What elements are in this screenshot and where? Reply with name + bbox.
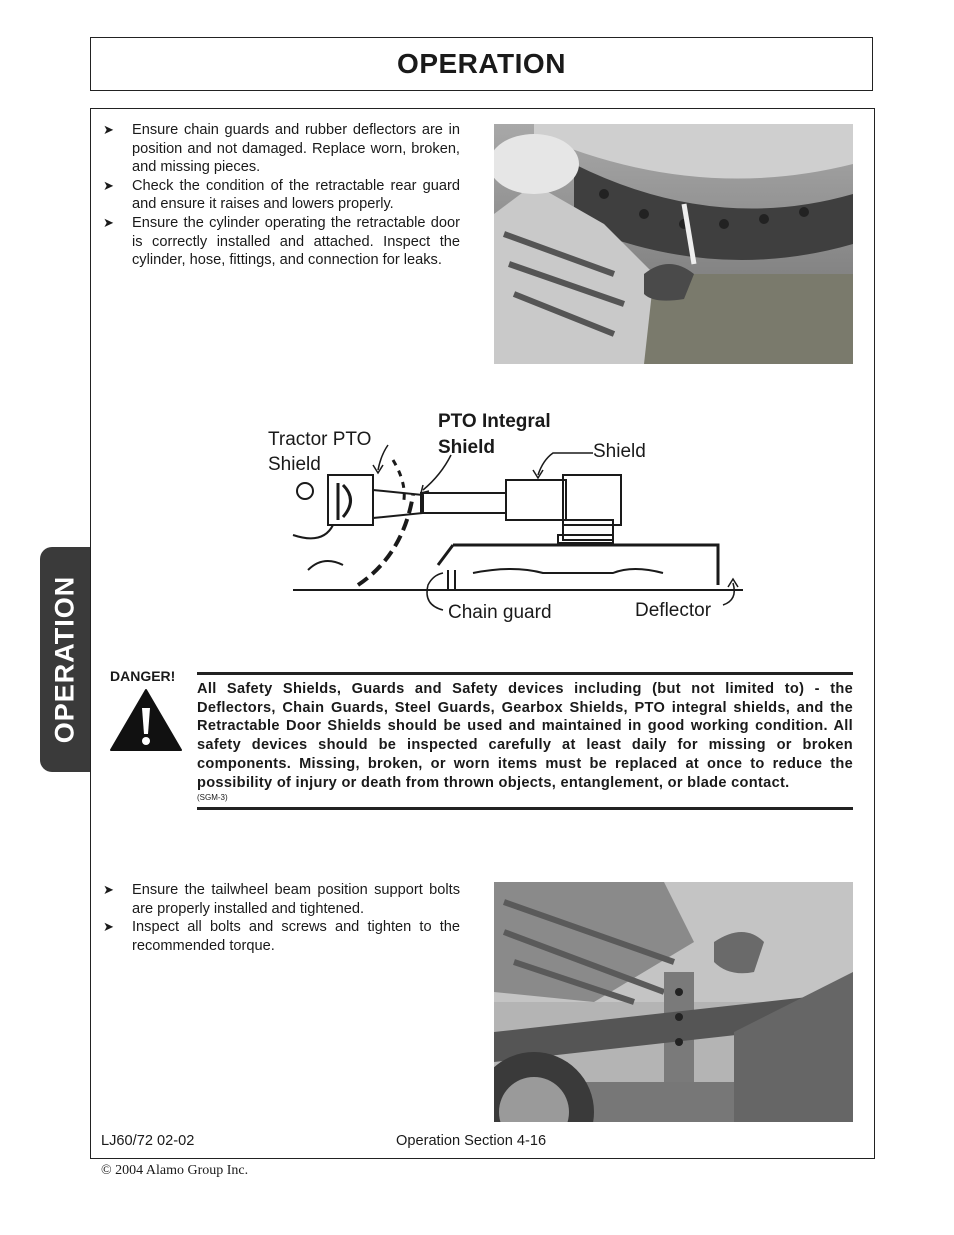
page-title: OPERATION bbox=[397, 48, 566, 79]
inspection-list-1 bbox=[103, 121, 460, 270]
label-pto-integral: PTO Integral bbox=[438, 411, 551, 432]
list-item: ➤ Check the condition of the retractable rear guard and ensure it raises and lowers properly. bbox=[103, 177, 460, 213]
section-tab bbox=[40, 547, 90, 772]
section-tab-label: OPERATION bbox=[49, 575, 80, 744]
footer-section: Operation Section 4-16 bbox=[396, 1133, 547, 1149]
list-item: ➤ Ensure the tailwheel beam position support bolts are properly installed and tightened. bbox=[103, 882, 460, 917]
diagram-drawing bbox=[263, 405, 743, 630]
list-item: ➤ Ensure chain guards and rubber deflectors are in position and not damaged. Replace worn, broken, and missing pieces. bbox=[103, 122, 460, 176]
arrow-bullet-icon: ➤ bbox=[103, 882, 114, 897]
list-item: ➤ Ensure the cylinder operating the retractable door is correctly installed and attached. Inspect the cylinder, hose, fittings, and connection for leaks. bbox=[103, 214, 460, 269]
label-chain-guard: Chain guard bbox=[448, 602, 552, 623]
arrow-bullet-icon: ➤ bbox=[103, 122, 114, 137]
copyright: © 2004 Alamo Group Inc. bbox=[101, 1163, 249, 1178]
pto-shield-diagram bbox=[263, 405, 743, 630]
inspection-list-2 bbox=[103, 881, 460, 955]
danger-message bbox=[197, 672, 853, 810]
danger-code: (SGM-3) bbox=[197, 793, 228, 803]
label-shield: Shield bbox=[593, 441, 646, 462]
tailwheel-beam-photo bbox=[494, 882, 853, 1122]
chain-guard-photo bbox=[494, 124, 853, 364]
label-deflector: Deflector bbox=[635, 600, 712, 621]
label-tractor-pto: Tractor PTO bbox=[268, 429, 372, 450]
arrow-bullet-icon: ➤ bbox=[103, 177, 114, 193]
page-header bbox=[90, 37, 873, 91]
danger-label: DANGER! bbox=[110, 668, 176, 684]
footer-model: LJ60/72 02-02 bbox=[101, 1133, 195, 1149]
list-item: ➤ Inspect all bolts and screws and tighten to the recommended torque. bbox=[103, 919, 460, 954]
warning-triangle-icon bbox=[109, 688, 183, 752]
label-pto-integral-shield: Shield bbox=[438, 437, 496, 458]
arrow-bullet-icon: ➤ bbox=[103, 214, 114, 230]
arrow-bullet-icon: ➤ bbox=[103, 919, 114, 935]
label-tractor-shield: Shield bbox=[268, 454, 321, 475]
danger-text: All Safety Shields, Guards and Safety devices including (but not limited to) - the Deflectors, Chain Guards, Steel Guards, Gearbox Shields, PTO integral shields, and the Retractable Door Shields should be used and maintained in good working condition. All safety devices should be inspected carefully at least daily for missing or broken components. Missing, broken, or worn items must be replaced at once to reduce the possibility of injury or death from thrown objects, entanglement, or blade contact. bbox=[197, 681, 853, 791]
